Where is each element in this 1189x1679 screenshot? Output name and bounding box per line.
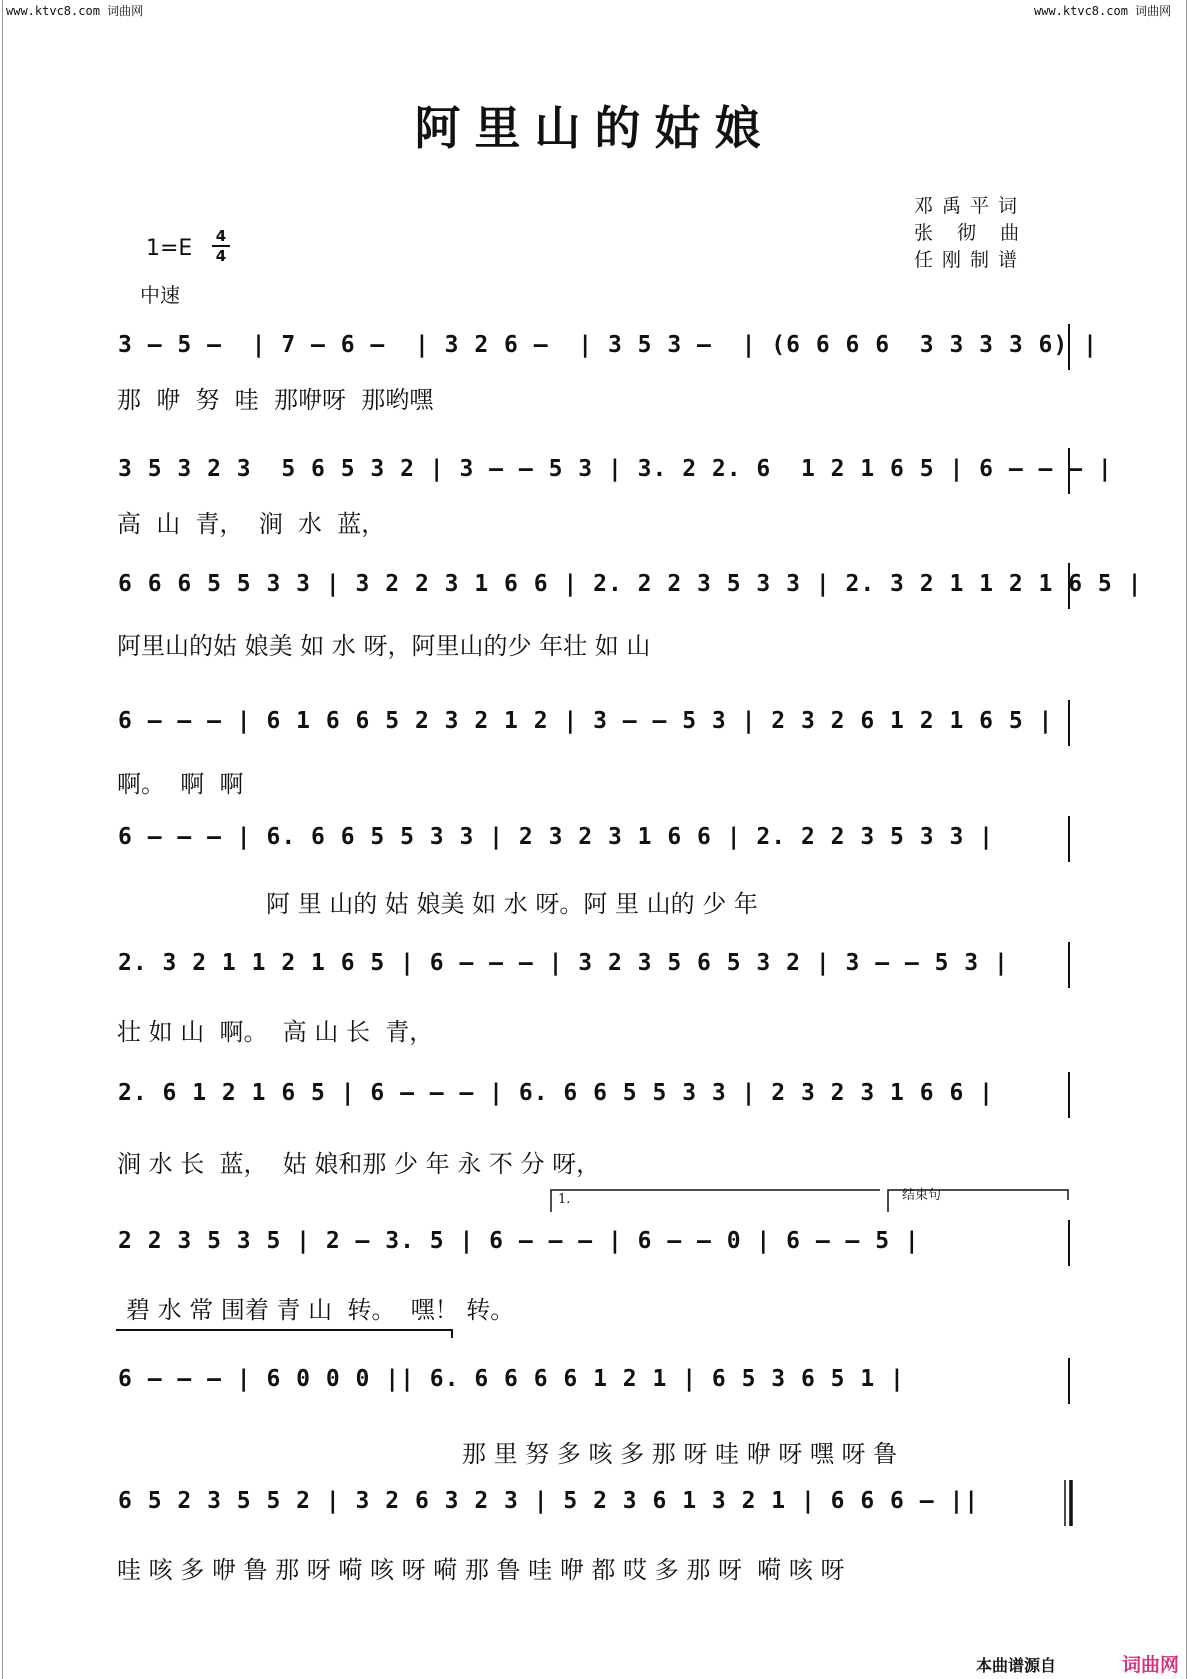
key-signature: 1=E [146, 236, 193, 261]
lyrics-row-5: 阿 里 山的 姑 娘美 如 水 呀。阿 里 山的 少 年 [266, 890, 758, 918]
notes-row-5: 6 – – – | 6. 6 6 5 5 3 3 | 2 3 2 3 1 6 6 | 2. 2 2 3 5 3 3 | [118, 824, 994, 850]
notes-row-10: 6 5 2 3 5 5 2 | 3 2 6 3 2 3 | 5 2 3 6 1 3 2 1 | 6 6 6 – || [118, 1488, 980, 1514]
notation-row-8 [0, 1220, 1189, 1266]
notation-credit: 任刚制谱 [914, 249, 1027, 271]
tempo-marking: 中速 [140, 283, 180, 307]
notes-row-3: 6 6 6 5 5 3 3 | 3 2 2 3 1 6 6 | 2. 2 2 3 5 3 3 | 2. 3 2 1 1 2 1 6 5 | [118, 571, 1143, 597]
source-watermark-right: www.ktvc8.com 词曲网 [1034, 4, 1172, 18]
lyrics-row-8: 碧 水 常 围着 青 山 转。 嘿！ 转。 [126, 1296, 515, 1324]
composer-credit: 张 彻 曲 [914, 222, 1029, 244]
notes-row-2: 3 5 3 2 3 5 6 5 3 2 | 3 – – 5 3 | 3. 2 2. 6 1 2 1 6 5 | 6 – – – | [118, 456, 1113, 482]
lyricist-credit: 邓禹平词 [914, 195, 1027, 217]
lyrics-row-6: 壮 如 山 啊。 高 山 长 青， [117, 1018, 434, 1046]
notes-row-1: 3 – 5 – | 7 – 6 – | 3 2 6 – | 3 5 3 – | (6 6 6 6 3 3 3 3 6) | [118, 332, 1098, 358]
notes-row-7: 2. 6 1 2 1 6 5 | 6 – – – | 6. 6 6 5 5 3 3 | 2 3 2 3 1 6 6 | [118, 1080, 994, 1106]
lyrics-row-10: 哇 咳 多 咿 鲁 那 呀 嗬 咳 呀 嗬 那 鲁 哇 咿 都 哎 多 那 呀 嗬 咳 呀 [117, 1556, 845, 1584]
source-watermark-left: www.ktvc8.com 词曲网 [6, 4, 144, 18]
first-ending-label: 1. [558, 1192, 571, 1207]
lyrics-row-7: 涧 水 长 蓝， 姑 娘和那 少 年 永 不 分 呀， [117, 1150, 601, 1178]
footer-logo[interactable]: 词曲网 [1122, 1654, 1180, 1676]
notation-row-2 [0, 448, 1189, 494]
notation-row-10 [0, 1480, 1189, 1526]
notes-row-4: 6 – – – | 6 1 6 6 5 2 3 2 1 2 | 3 – – 5 3 | 2 3 2 6 1 2 1 6 5 | [118, 708, 1054, 734]
time-signature [212, 228, 230, 264]
notation-row-5 [0, 816, 1189, 862]
song-title: 阿里山的姑娘 [414, 101, 775, 155]
lyrics-row-4: 啊。 啊 啊 [117, 770, 244, 798]
notation-row-9 [0, 1358, 1189, 1404]
lyrics-row-1: 那 咿 努 哇 那咿呀 那哟嘿 [117, 386, 434, 414]
notes-row-6: 2. 3 2 1 1 2 1 6 5 | 6 – – – | 3 2 3 5 6 5 3 2 | 3 – – 5 3 | [118, 950, 1009, 976]
notes-row-8: 2 2 3 5 3 5 | 2 – 3. 5 | 6 – – – | 6 – – 0 | 6 – – 5 | [118, 1228, 920, 1254]
notation-row-3 [0, 563, 1189, 609]
footer-source-text: 本曲谱源自 [976, 1656, 1057, 1675]
notation-row-1 [0, 324, 1189, 370]
notation-row-4 [0, 700, 1189, 746]
lyrics-row-3: 阿里山的姑 娘美 如 水 呀，阿里山的少 年壮 如 山 [117, 632, 651, 660]
lyrics-row-9: 那 里 努 多 咳 多 那 呀 哇 咿 呀 嘿 呀 鲁 [462, 1440, 898, 1468]
volta-brackets [550, 1186, 1070, 1214]
repeat-bracket-line [116, 1328, 456, 1338]
time-signature-top: 4 [215, 227, 227, 245]
coda-label: 结束句 [902, 1188, 942, 1203]
notes-row-9: 6 – – – | 6 0 0 0 || 6. 6 6 6 6 1 2 1 | 6 5 3 6 5 1 | [118, 1366, 905, 1392]
notation-row-6 [0, 942, 1189, 988]
lyrics-row-2: 高 山 青， 涧 水 蓝， [117, 510, 386, 538]
time-signature-bottom: 4 [215, 247, 227, 265]
notation-row-7 [0, 1072, 1189, 1118]
